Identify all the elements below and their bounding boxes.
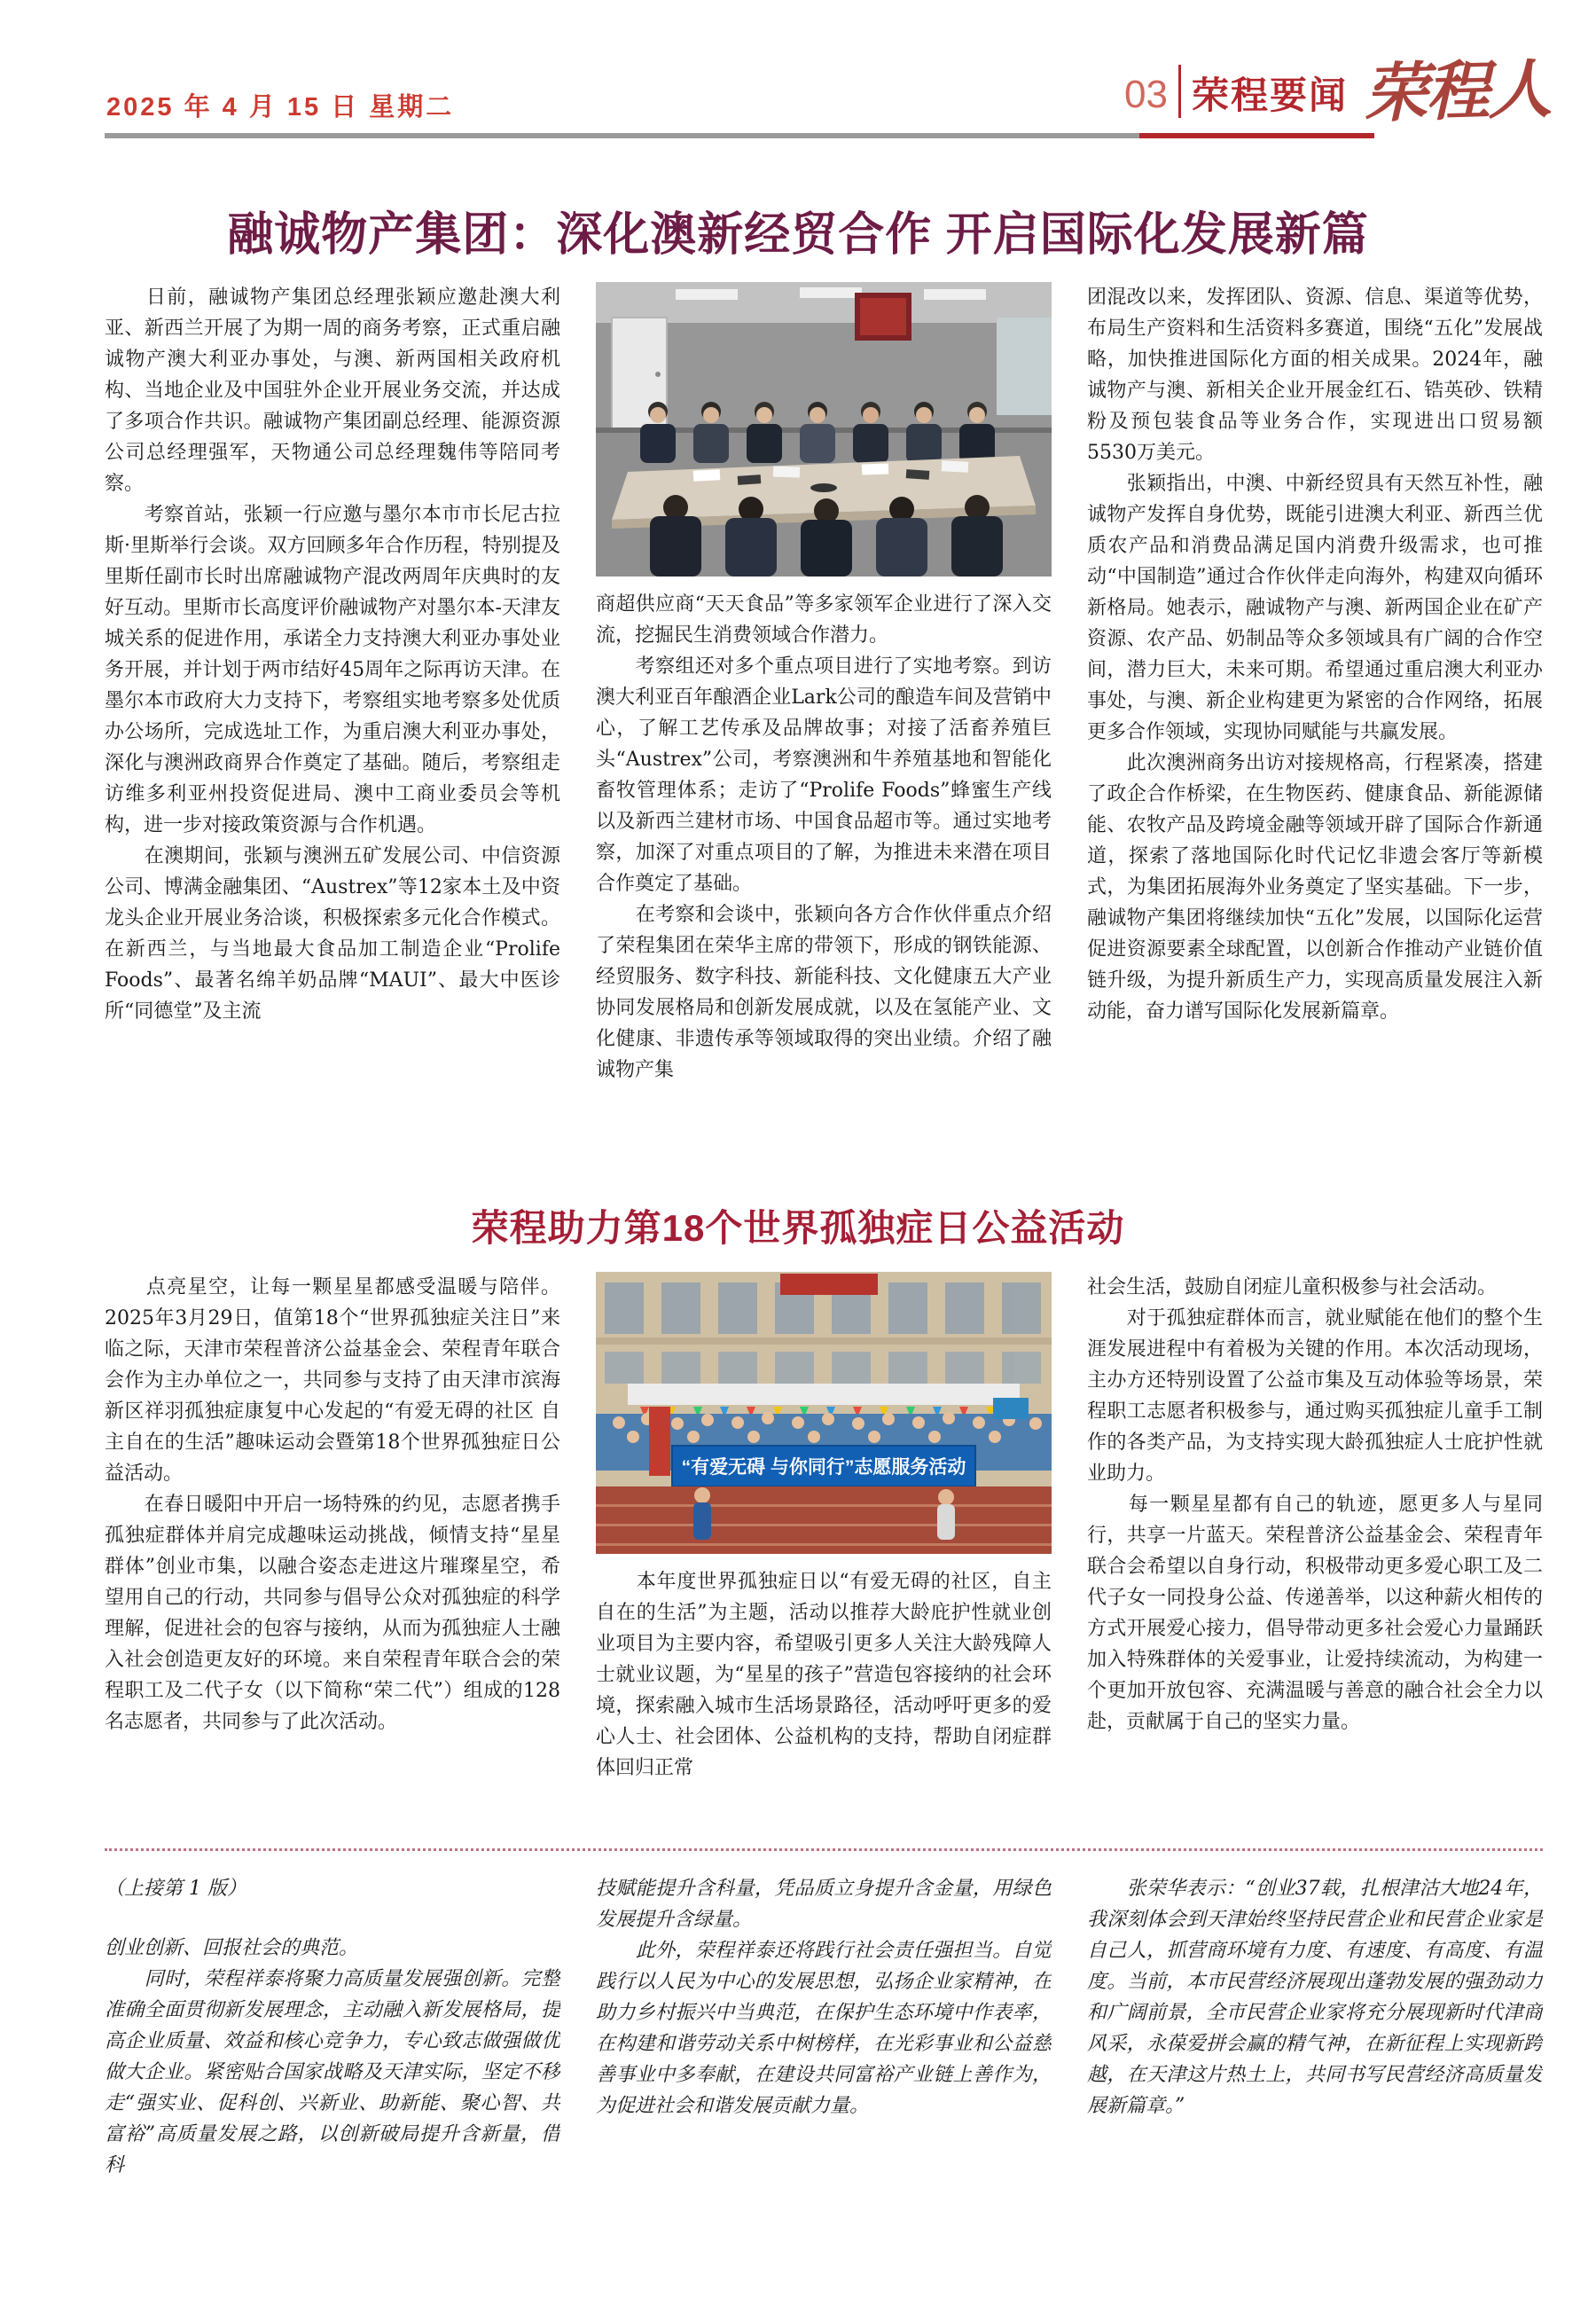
- paragraph: 此次澳洲商务出访对接规格高，行程紧凑，搭建了政企合作桥梁，在生物医药、健康食品、新能源储能、农牧产品及跨境金融等领域开辟了国际合作新通道，探索了落地国际化时代记忆非遗会客厅等新模式，为集团拓展海外业务奠定了坚实基础。下一步，融诚物产集团将继续加快“五化”发展，以国际化运营促进资源要素全球配置，以创新合作推动产业链价值链升级，为提升新质生产力，实现高质量发展注入新动能，奋力谱写国际化发展新篇章。: [1087, 752, 1543, 1023]
- paragraph: 点亮星空，让每一颗星星都感受温暖与陪伴。2025年3月29日，值第18个“世界孤独症关注日”来临之际，天津市荣程普济公益基金会、荣程青年联合会作为主办单位之一，共同参与支持了由天津市滨海新区祥羽孤独症康复中心发起的“有爱无碍的社区 自主自在的生活”趣味运动会暨第18个世界孤独症日公益活动。: [105, 1276, 560, 1485]
- paragraph: 社会生活，鼓励自闭症儿童积极参与社会活动。: [1087, 1276, 1498, 1298]
- article2-col1: [105, 1272, 560, 1844]
- paragraph: 技赋能提升含科量，凭品质立身提升含金量，用绿色发展提升含绿量。: [596, 1878, 1052, 1931]
- paragraph: 本年度世界孤独症日以“有爱无碍的社区，自主自在的生活”为主题，活动以推荐大龄庇护性就业创业项目为主要内容，希望吸引更多人关注大龄残障人士就业议题，为“星星的孩子”营造包容接纳的社会环境，探索融入城市生活场景路径，活动呼吁更多的爱心人士、社会团体、公益机构的支持，帮助自闭症群体回归正常: [596, 1571, 1052, 1779]
- paragraph: 考察首站，张颖一行应邀与墨尔本市市长尼古拉斯·里斯举行会谈。双方回顾多年合作历程，特别提及里斯任副市长时出席融诚物产混改两周年庆典时的友好互动。里斯市长高度评价融诚物产对墨尔本-天津友城关系的促进作用，承诺全力支持澳大利亚办事处业务开展，并计划于两市结好45周年之际再访天津。在墨尔本市政府大力支持下，考察组实地考察多处优质办公场所，完成选址工作，为重启澳大利亚办事处，深化与澳洲政商界合作奠定了基础。随后，考察组走访维多利亚州投资促进局、澳中工商业委员会等机构，进一步对接政策资源与合作机遇。: [105, 504, 560, 836]
- continuation-col3: [1087, 1873, 1543, 2272]
- header-rule-gray: [105, 133, 1139, 138]
- issue-date: 2025 年 4 月 15 日 星期二: [106, 93, 455, 122]
- continuation-columns: [105, 1873, 1543, 2272]
- masthead-divider: [1178, 65, 1181, 118]
- paragraph: 创业创新、回报社会的典范。: [105, 1937, 359, 1959]
- paragraph: 对于孤独症群体而言，就业赋能在他们的整个生涯发展进程中有着极为关键的作用。本次活动现场，主办方还特别设置了公益市集及互动体验等场景，荣程职工志愿者积极参与，通过购买孤独症儿童手工制作的各类产品，为支持实现大龄孤独症人士庇护性就业助力。: [1087, 1307, 1543, 1485]
- continuation-col1-text: [105, 1933, 560, 2181]
- article1-title: 融诚物产集团：深化澳新经贸合作 开启国际化发展新篇: [227, 209, 1369, 261]
- article1-col2-text: [596, 589, 1052, 1086]
- paragraph: 在考察和会谈中，张颖向各方合作伙伴重点介绍了荣程集团在荣华主席的带领下，形成的钢铁能源、经贸服务、数字科技、新能科技、文化健康五大产业协同发展格局和创新发展成就，以及在氢能产业、文化健康、非遗传承等领域取得的突出业绩。介绍了融诚物产集: [596, 904, 1052, 1081]
- article2-col2: [596, 1272, 1052, 1844]
- continuation-col1: [105, 1873, 560, 2272]
- article2-col2-text: [596, 1566, 1052, 1784]
- continuation-col2: [596, 1873, 1052, 2272]
- article1-col2: [596, 282, 1052, 1169]
- paragraph: 每一颗星星都有自己的轨迹，愿更多人与星同行，共享一片蓝天。荣程普济公益基金会、荣程青年联合会希望以自身行动，积极带动更多爱心职工及二代子女一同投身公益、传递善举，以这种薪火相传的方式开展爱心接力，倡导带动更多社会爱心力量踊跃加入特殊群体的关爱事业，让爱持续流动，为构建一个更加开放包容、充满温暖与善意的融合社会全力以赴，贡献属于自己的坚实力量。: [1087, 1494, 1543, 1733]
- header-rule: [105, 133, 1374, 138]
- article1-col1: [105, 282, 560, 1169]
- paragraph: 此外，荣程祥泰还将践行社会责任强担当。自觉践行以人民为中心的发展思想，弘扬企业家精神，在助力乡村振兴中当典范，在保护生态环境中作表率，在构建和谐劳动关系中树榜样，在光彩事业和公益慈善事业中多奉献，在建设共同富裕产业链上善作为，为促进社会和谐发展贡献力量。: [596, 1940, 1052, 2117]
- paragraph: 日前，融诚物产集团总经理张颖应邀赴澳大利亚、新西兰开展了为期一周的商务考察，正式重启融诚物产澳大利亚办事处，与澳、新两国相关政府机构、当地企业及中国驻外企业开展业务交流，并达成了多项合作共识。融诚物产集团副总经理、能源资源公司总经理强军，天物通公司总经理魏伟等陪同考察。: [105, 286, 560, 495]
- article2-columns: [105, 1272, 1543, 1844]
- paragraph: 张荣华表示：“创业37载，扎根津沽大地24年，我深刻体会到天津始终坚持民营企业和民营企业家是自己人，抓营商环境有力度、有速度、有高度、有温度。当前，本市民营经济展现出蓬勃发展的强劲动力和广阔前景，全市民营企业家将充分展现新时代津商风采，永葆爱拼会赢的精气神，在新征程上实现新跨越，在天津这片热土上，共同书写民营经济高质量发展新篇章。”: [1087, 1878, 1543, 2117]
- paragraph: 在春日暖阳中开启一场特殊的约见，志愿者携手孤独症群体并肩完成趣味运动挑战，倾情支持“星星群体”创业市集，以融合姿态走进这片璀璨星空，希望用自己的行动，共同参与倡导公众对孤独症的科学理解，促进社会的包容与接纳，从而为孤独症人士融入社会创造更友好的环境。来自荣程青年联合会的荣程职工及二代子女（以下简称“荣二代”）组成的128名志愿者，共同参与了此次活动。: [105, 1494, 560, 1733]
- building-red-sign: [780, 1274, 878, 1295]
- header-rule-red: [1139, 133, 1374, 138]
- masthead: [1124, 51, 1552, 131]
- page-number: 03: [1124, 73, 1168, 117]
- newspaper-logo: 荣程人: [1362, 51, 1552, 131]
- continued-from-label: （上接第 1 版）: [105, 1878, 246, 1900]
- section-name: 荣程要闻: [1191, 75, 1348, 117]
- paragraph: 在澳期间，张颖与澳洲五矿发展公司、中信资源公司、博满金融集团、“Austrex”等12家本土及中资龙头企业开展业务洽谈，积极探索多元化合作模式。在新西兰，与当地最大食品加工制造企业“Prolife Foods”、最著名绵羊奶品牌“MAUI”、最大中医诊所“同德堂”及主流: [105, 845, 560, 1023]
- meeting-photo: [596, 282, 1052, 576]
- paragraph: 同时，荣程祥泰将聚力高质量发展强创新。完整准确全面贯彻新发展理念，主动融入新发展格局，提高企业质量、效益和核心竞争力，专心致志做强做优做大企业。紧密贴合国家战略及天津实际，坚定不移走“强实业、促科创、兴新业、助新能、聚心智、共富裕”高质量发展之路，以创新破局提升含新量，借科: [105, 1968, 560, 2177]
- article2-col3: [1087, 1272, 1543, 1844]
- article2-title: 荣程助力第18个世界孤独症日公益活动: [471, 1207, 1125, 1249]
- paragraph: 团混改以来，发挥团队、资源、信息、渠道等优势，布局生产资料和生活资料多赛道，围绕“五化”发展战略，加快推进国际化方面的相关成果。2024年，融诚物产与澳、新相关企业开展金红石、锆英砂、铁精粉及预包装食品等业务合作，实现进出口贸易额5530万美元。: [1087, 286, 1543, 464]
- paragraph: 商超供应商“天天食品”等多家领军企业进行了深入交流，挖掘民生消费领域合作潜力。: [596, 593, 1052, 647]
- blue-flag: [993, 1398, 1029, 1419]
- article1-col3: [1087, 282, 1543, 1169]
- red-vertical-banner: [649, 1407, 670, 1476]
- article1-columns: [105, 282, 1543, 1169]
- dotted-divider: [105, 1848, 1543, 1851]
- event-photo: [596, 1272, 1052, 1554]
- event-banner-text: “有爱无碍 与你同行”志愿服务活动: [681, 1457, 966, 1478]
- paragraph: 考察组还对多个重点项目进行了实地考察。到访澳大利亚百年酿酒企业Lark公司的酿造车间及营销中心，了解工艺传承及品牌故事；对接了活畜养殖巨头“Austrex”公司，考察澳洲和牛养殖基地和智能化畜牧管理体系；走访了“Prolife Foods”蜂蜜生产线以及新西兰建材市场、中国食品超市等。通过实地考察，加深了对重点项目的了解，为推进未来潜在项目合作奠定了基础。: [596, 655, 1052, 895]
- paragraph: 张颖指出，中澳、中新经贸具有天然互补性，融诚物产发挥自身优势，既能引进澳大利亚、新西兰优质农产品和消费品满足国内消费升级需求，也可推动“中国制造”通过合作伙伴走向海外，构建双向循环新格局。她表示，融诚物产与澳、新两国企业在矿产资源、农产品、奶制品等众多领域具有广阔的合作空间，潜力巨大，未来可期。希望通过重启澳大利亚办事处，与澳、新企业构建更为紧密的合作网络，拓展更多合作领域，实现协同赋能与共赢发展。: [1087, 473, 1543, 743]
